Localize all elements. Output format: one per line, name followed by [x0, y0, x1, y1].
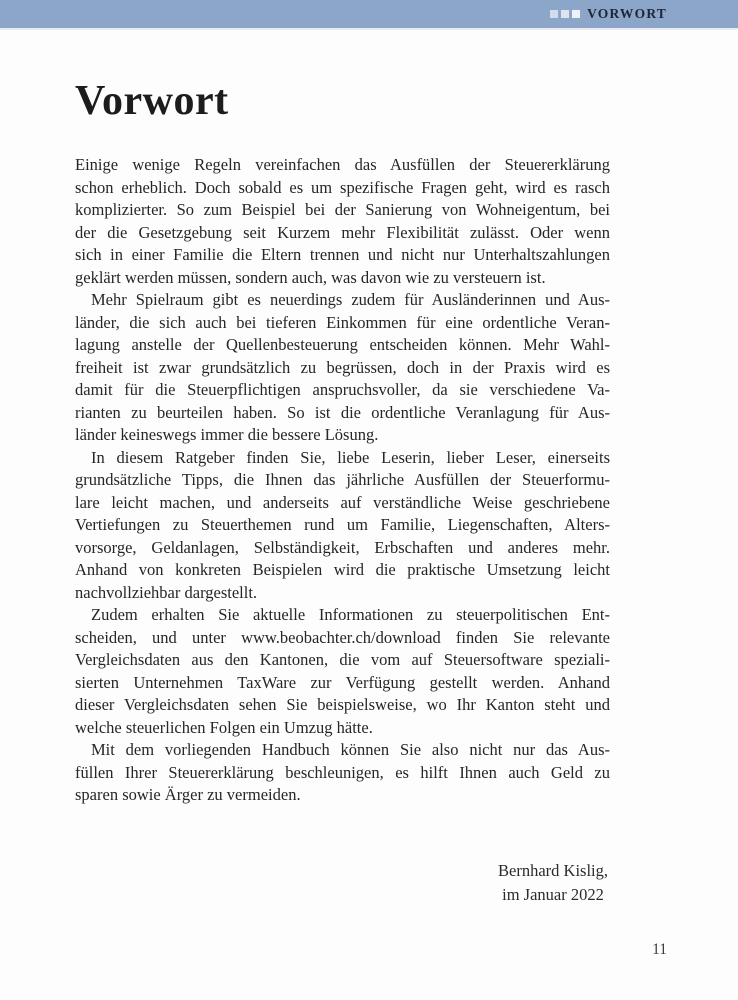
text-line: schon erheblich. Doch sobald es um spezifische Fragen geht, wird es rasch: [75, 177, 610, 197]
text-line: füllen Ihrer Steuererklärung beschleunigen, es hilft Ihnen auch Geld zu: [75, 762, 610, 782]
text-line: vorsorge, Geldanlagen, Selbständigkeit, Erbschaften und anderes mehr.: [75, 537, 610, 557]
text-line: Mit dem vorliegenden Handbuch können Sie also nicht nur das Aus-: [91, 740, 610, 759]
text-line: nachvollziehbar dargestellt.: [75, 582, 258, 602]
page-number: 11: [652, 941, 667, 958]
page-content: [75, 80, 610, 907]
square-icon: [561, 10, 569, 18]
paragraph: [75, 447, 610, 605]
text-line: komplizierter. So zum Beispiel bei der Sanierung von Wohneigentum, bei: [75, 200, 610, 219]
signature-date: im Januar 2022: [502, 884, 604, 904]
body-paragraphs: [75, 154, 610, 807]
paragraph: [75, 154, 610, 289]
text-line: damit für die Steuerpflichtigen anspruchsvoller, da sie verschiedene Va-: [75, 380, 610, 399]
text-line: der die Gesetzgebung seit Kurzem mehr Flexibilität zulässt. Oder wenn: [75, 222, 610, 242]
signature: [75, 859, 610, 907]
paragraph: [75, 604, 610, 739]
text-line: sierten Unternehmen TaxWare zur Verfügung gestellt werden. Anhand: [75, 672, 610, 692]
text-line: Vergleichsdaten aus den Kantonen, die vom auf Steuersoftware speziali-: [75, 650, 610, 669]
text-line: Einige wenige Regeln vereinfachen das Ausfüllen der Steuererklärung: [75, 155, 610, 174]
page-header: [0, 0, 738, 30]
square-icon: [572, 10, 580, 18]
text-line: scheiden, und unter www.beobachter.ch/download finden Sie relevante: [75, 627, 610, 647]
paragraph: [75, 289, 610, 447]
text-line: sparen sowie Ärger zu vermeiden.: [75, 785, 301, 804]
text-line: Mehr Spielraum gibt es neuerdings zudem für Ausländerinnen und Aus-: [91, 290, 610, 309]
text-line: länder keineswegs immer die bessere Lösung.: [75, 425, 379, 444]
chapter-label: VORWORT: [587, 6, 667, 21]
text-line: länder, die sich auch bei tieferen Einkommen für eine ordentliche Veran-: [75, 312, 610, 332]
text-line: Zudem erhalten Sie aktuelle Informationen zu steuerpolitischen Ent-: [91, 605, 610, 624]
text-line: Vertiefungen zu Steuerthemen rund um Familie, Liegenschaften, Alters-: [75, 515, 610, 534]
text-line: In diesem Ratgeber finden Sie, liebe Leserin, lieber Leser, einerseits: [91, 447, 610, 467]
text-line: geklärt werden müssen, sondern auch, was davon wie zu versteuern ist.: [75, 267, 546, 287]
text-line: sich in einer Familie die Eltern trennen und nicht nur Unterhaltszahlungen: [75, 245, 610, 264]
text-line: lagung anstelle der Quellenbesteuerung entscheiden können. Mehr Wahl-: [75, 335, 610, 354]
text-line: lare leicht machen, und anderseits auf verständliche Weise geschriebene: [75, 492, 610, 512]
text-line: rianten zu beurteilen haben. So ist die ordentliche Veranlagung für Aus-: [75, 402, 610, 422]
text-line: dieser Vergleichsdaten sehen Sie beispielsweise, wo Ihr Kanton steht und: [75, 695, 610, 714]
text-line: Anhand von konkreten Beispielen wird die praktische Umsetzung leicht: [75, 560, 610, 579]
square-icon: [550, 10, 558, 18]
text-line: freiheit ist zwar grundsätzlich zu begrüssen, doch in der Praxis wird es: [75, 357, 610, 377]
text-line: welche steuerlichen Folgen ein Umzug hätte.: [75, 717, 373, 737]
page-title: Vorwort: [75, 78, 229, 124]
signature-name: Bernhard Kislig,: [498, 860, 608, 880]
paragraph: [75, 739, 610, 807]
three-squares-icon: [547, 10, 580, 18]
text-line: grundsätzliche Tipps, die Ihnen das jährliche Ausfüllen der Steuerformu-: [75, 470, 610, 489]
